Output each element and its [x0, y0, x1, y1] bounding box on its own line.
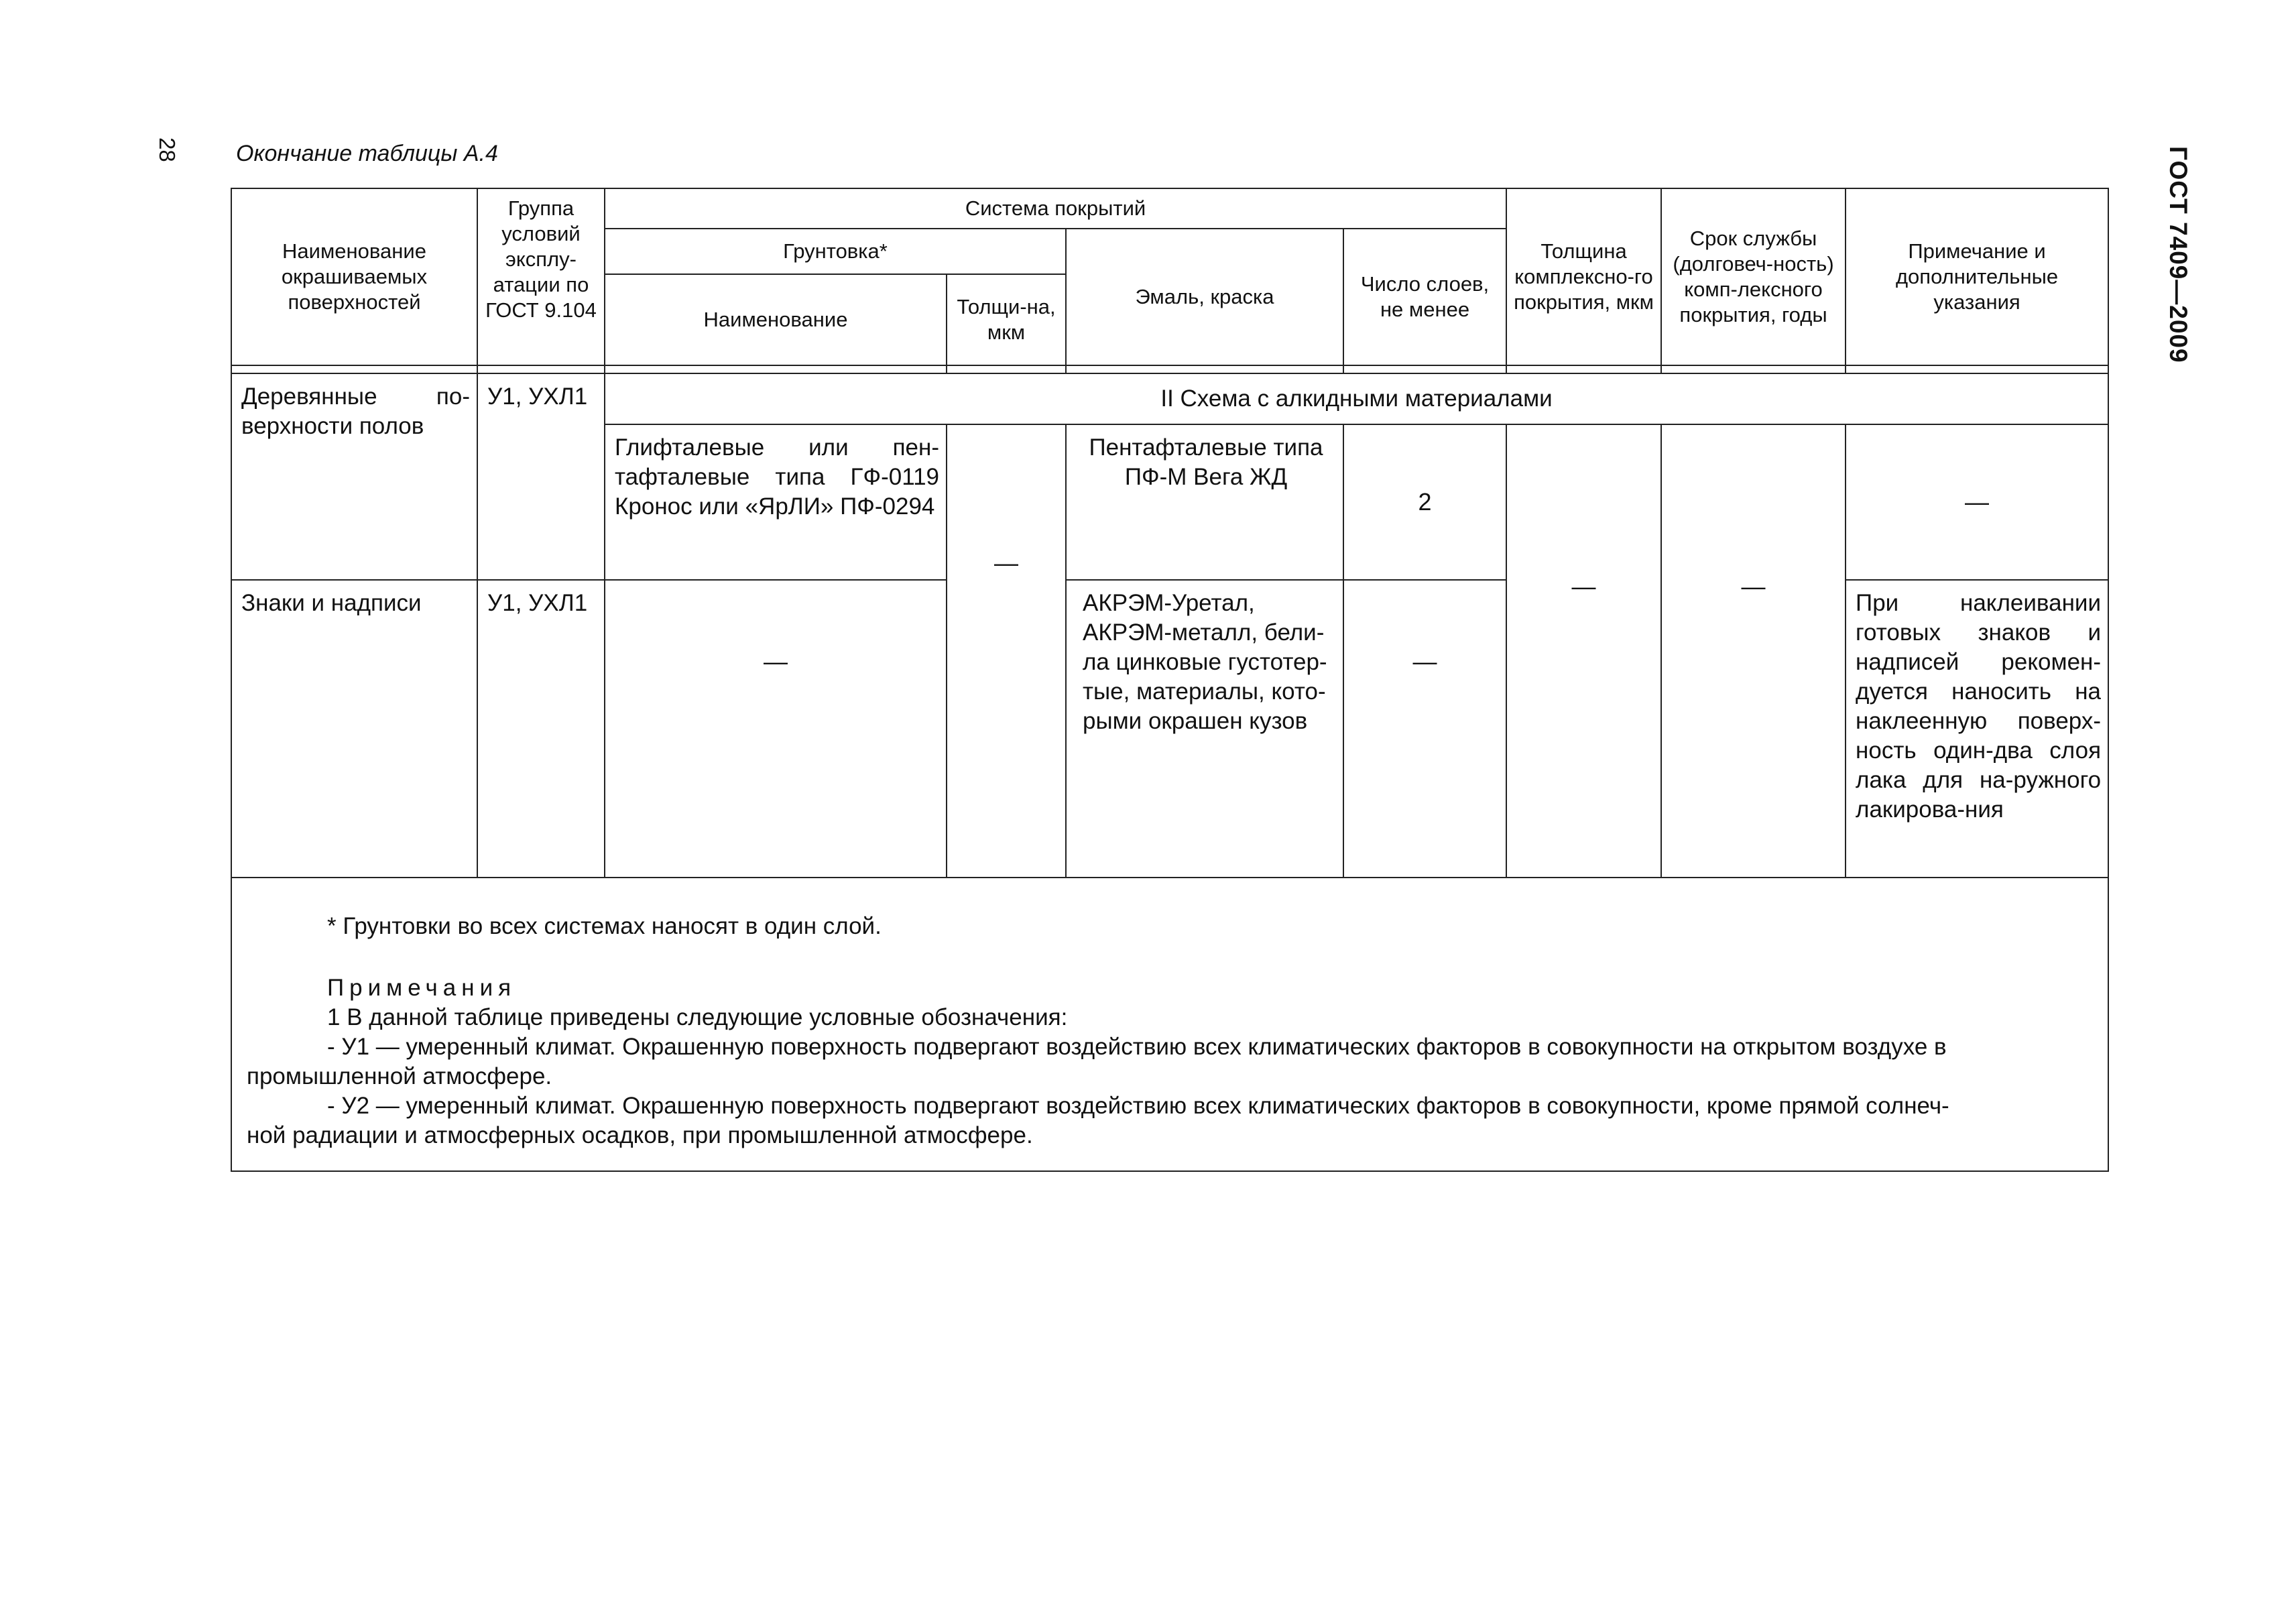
table-caption: Окончание таблицы А.4 — [236, 141, 498, 166]
header-surface: Наименование окрашиваемых поверхностей — [231, 188, 477, 365]
note-u1-line2: промышленной атмосфере. — [247, 1063, 552, 1089]
row2-notes: При наклеивании готовых знаков и надписей рекомен-дуется наносить на наклеенную поверх-ность один-два слоя лака для на-ружного лакирова-ния — [1846, 580, 2108, 878]
asterisk-footnote: * Грунтовки во всех системах наносят в один слой. — [327, 913, 882, 939]
footnotes — [231, 878, 2108, 1171]
standard-header: ГОСТ 7409—2009 — [2165, 146, 2192, 363]
note-u1-line1: - У1 — умеренный климат. Окрашенную поверхность подвергают воздействию всех климатических факторов в совокупности на открытом воздухе в — [327, 1034, 1947, 1060]
row1-surface: Деревянные по-верхности полов — [231, 373, 477, 580]
row1-primer-name: Глифталевые или пен-тафталевые типа ГФ-0119 Кронос или «ЯрЛИ» ПФ-0294 — [605, 424, 947, 580]
row2-layers: — — [1343, 580, 1506, 878]
header-system: Система покрытий — [605, 188, 1506, 229]
note-u2-line2: ной радиации и атмосферных осадков, при промышленной атмосфере. — [247, 1122, 1033, 1148]
header-group: Группа условий эксплу-атации по ГОСТ 9.104 — [477, 188, 605, 365]
notes-title: Примечания — [327, 975, 517, 1001]
note-1: 1 В данной таблице приведены следующие условные обозначения: — [327, 1004, 1068, 1030]
header-primer-thickness: Толщи-на, мкм — [947, 274, 1066, 365]
header-service-life: Срок службы (долговеч-ность) комп-лексного покрытия, годы — [1661, 188, 1846, 365]
header-enamel: Эмаль, краска — [1066, 229, 1343, 365]
coatings-table — [231, 188, 2109, 1172]
scheme-title: II Схема с алкидными материалами — [605, 373, 2108, 424]
primer-thickness-value: — — [947, 424, 1066, 878]
page-number: 28 — [155, 137, 180, 162]
row1-enamel: Пентафталевые типа ПФ-М Вега ЖД — [1066, 424, 1343, 580]
thickness-value: — — [1506, 424, 1661, 878]
header-thickness: Толщина комплексно-го покрытия, мкм — [1506, 188, 1661, 365]
row2-surface: Знаки и надписи — [231, 580, 477, 878]
header-notes: Примечание и дополнительные указания — [1846, 188, 2108, 365]
header-separator — [231, 365, 2108, 373]
header-primer-name: Наименование — [605, 274, 947, 365]
header-primer: Грунтовка* — [605, 229, 1066, 274]
header-layers: Число слоев, не менее — [1343, 229, 1506, 365]
row1-notes: — — [1846, 424, 2108, 580]
row1-layers: 2 — [1343, 424, 1506, 580]
row2-enamel: АКРЭМ-Уретал, АКРЭМ-металл, бели-ла цинковые густотер-тые, материалы, кото-рыми окрашен кузов — [1066, 580, 1343, 878]
row1-group: У1, УХЛ1 — [477, 373, 605, 580]
row2-group: У1, УХЛ1 — [477, 580, 605, 878]
row2-primer-name: — — [605, 580, 947, 878]
note-u2-line1: - У2 — умеренный климат. Окрашенную поверхность подвергают воздействию всех климатических факторов в совокупности, кроме прямой солнеч- — [327, 1093, 1949, 1119]
service-life-value: — — [1661, 424, 1846, 878]
